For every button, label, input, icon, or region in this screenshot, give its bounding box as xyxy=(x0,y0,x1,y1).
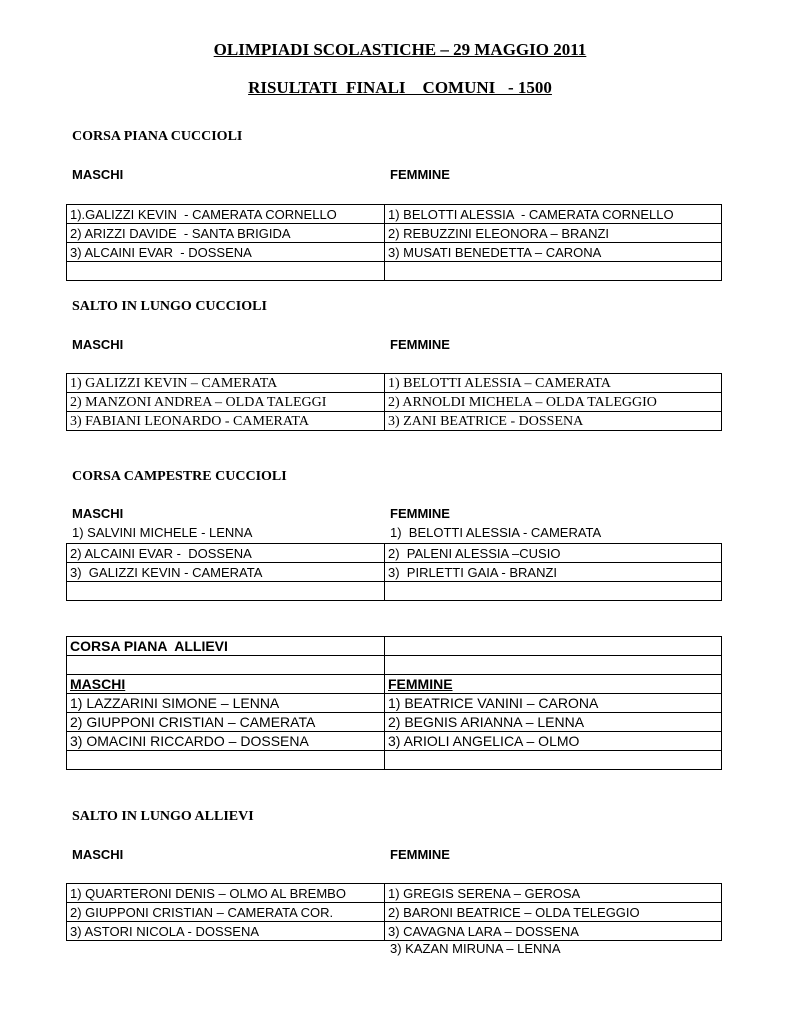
table-row xyxy=(67,374,722,393)
table-row xyxy=(67,393,722,412)
table-row xyxy=(67,243,722,262)
results-table-salto-in-lungo-allievi xyxy=(66,883,722,941)
result-cell-female xyxy=(385,751,722,770)
column-label-femmine: FEMMINE xyxy=(390,167,450,182)
result-cell-female: 2) ARNOLDI MICHELA – OLDA TALEGGIO xyxy=(385,393,722,412)
result-cell-female: 2) REBUZZINI ELEONORA – BRANZI xyxy=(385,224,722,243)
result-cell-female: 1) GREGIS SERENA – GEROSA xyxy=(385,884,722,903)
result-cell-female: 3) ZANI BEATRICE - DOSSENA xyxy=(385,412,722,431)
result-cell-male xyxy=(67,262,385,281)
result-cell-female: 3) PIRLETTI GAIA - BRANZI xyxy=(385,563,722,582)
section-title-corsa-piana-cuccioli: CORSA PIANA CUCCIOLI xyxy=(72,129,243,144)
table-row xyxy=(67,224,722,243)
column-label-femmine: FEMMINE xyxy=(390,506,450,521)
column-label-maschi: MASCHI xyxy=(72,506,124,521)
table-row xyxy=(67,656,722,675)
result-cell-female: 2) BARONI BEATRICE – OLDA TELEGGIO xyxy=(385,903,722,922)
section-title-corsa-piana-allievi: CORSA PIANA ALLIEVI xyxy=(67,637,385,656)
table-row xyxy=(67,563,722,582)
result-cell-male: 2) MANZONI ANDREA – OLDA TALEGGI xyxy=(67,393,385,412)
results-table-corsa-campestre-cuccioli xyxy=(66,543,722,601)
result-cell-female: 3) ARIOLI ANGELICA – OLMO xyxy=(385,732,722,751)
result-cell-male: 3) ASTORI NICOLA - DOSSENA xyxy=(67,922,385,941)
result-cell-male: 2) GIUPPONI CRISTIAN – CAMERATA xyxy=(67,713,385,732)
result-cell-male: 1) LAZZARINI SIMONE – LENNA xyxy=(67,694,385,713)
table-row xyxy=(67,412,722,431)
table-row xyxy=(67,262,722,281)
result-line-male: 1) SALVINI MICHELE - LENNA xyxy=(72,525,253,540)
table-row xyxy=(67,732,722,751)
empty-cell xyxy=(67,656,385,675)
table-row xyxy=(67,675,722,694)
column-label-maschi: MASCHI xyxy=(67,675,385,694)
table-row xyxy=(67,713,722,732)
result-cell-female: 2) PALENI ALESSIA –CUSIO xyxy=(385,544,722,563)
column-label-femmine: FEMMINE xyxy=(390,847,450,862)
results-table-salto-in-lungo-cuccioli xyxy=(66,373,722,431)
result-cell-female xyxy=(385,262,722,281)
table-row xyxy=(67,903,722,922)
section-title-salto-in-lungo-cuccioli: SALTO IN LUNGO CUCCIOLI xyxy=(72,299,267,314)
table-row xyxy=(67,694,722,713)
column-label-femmine: FEMMINE xyxy=(385,675,722,694)
result-cell-male: 2) ARIZZI DAVIDE - SANTA BRIGIDA xyxy=(67,224,385,243)
table-row xyxy=(67,637,722,656)
result-cell-male: 3) GALIZZI KEVIN - CAMERATA xyxy=(67,563,385,582)
result-cell-male: 3) OMACINI RICCARDO – DOSSENA xyxy=(67,732,385,751)
result-cell-male: 3) FABIANI LEONARDO - CAMERATA xyxy=(67,412,385,431)
column-label-maschi: MASCHI xyxy=(72,337,124,352)
result-cell-female: 1) BEATRICE VANINI – CARONA xyxy=(385,694,722,713)
result-cell-male xyxy=(67,582,385,601)
result-cell-female: 3) CAVAGNA LARA – DOSSENA xyxy=(385,922,722,941)
result-line-female: 3) KAZAN MIRUNA – LENNA xyxy=(390,941,561,956)
result-cell-female: 1) BELOTTI ALESSIA - CAMERATA CORNELLO xyxy=(385,205,722,224)
result-cell-male xyxy=(67,751,385,770)
document-subtitle: RISULTATI FINALI COMUNI - 1500 xyxy=(248,78,552,97)
result-cell-female: 3) MUSATI BENEDETTA – CARONA xyxy=(385,243,722,262)
section-title-corsa-campestre-cuccioli: CORSA CAMPESTRE CUCCIOLI xyxy=(72,469,287,484)
result-cell-male: 3) ALCAINI EVAR - DOSSENA xyxy=(67,243,385,262)
result-cell-female xyxy=(385,582,722,601)
column-label-maschi: MASCHI xyxy=(72,167,124,182)
result-cell-male: 2) GIUPPONI CRISTIAN – CAMERATA COR. xyxy=(67,903,385,922)
table-row xyxy=(67,544,722,563)
table-row xyxy=(67,582,722,601)
table-row xyxy=(67,751,722,770)
result-cell-female: 1) BELOTTI ALESSIA – CAMERATA xyxy=(385,374,722,393)
result-cell-female: 2) BEGNIS ARIANNA – LENNA xyxy=(385,713,722,732)
results-table-corsa-piana-cuccioli xyxy=(66,204,722,281)
result-cell-male: 2) ALCAINI EVAR - DOSSENA xyxy=(67,544,385,563)
table-row xyxy=(67,884,722,903)
result-cell-male: 1) QUARTERONI DENIS – OLMO AL BREMBO xyxy=(67,884,385,903)
empty-cell xyxy=(385,656,722,675)
column-label-maschi: MASCHI xyxy=(72,847,124,862)
result-line-female: 1) BELOTTI ALESSIA - CAMERATA xyxy=(390,525,602,540)
column-label-femmine: FEMMINE xyxy=(390,337,450,352)
table-row xyxy=(67,205,722,224)
section-title-salto-in-lungo-allievi: SALTO IN LUNGO ALLIEVI xyxy=(72,809,254,824)
result-cell-male: 1).GALIZZI KEVIN - CAMERATA CORNELLO xyxy=(67,205,385,224)
document-title: OLIMPIADI SCOLASTICHE – 29 MAGGIO 2011 xyxy=(213,40,587,59)
table-row xyxy=(67,922,722,941)
result-cell-male: 1) GALIZZI KEVIN – CAMERATA xyxy=(67,374,385,393)
empty-cell xyxy=(385,637,722,656)
results-table-corsa-piana-allievi xyxy=(66,636,722,770)
